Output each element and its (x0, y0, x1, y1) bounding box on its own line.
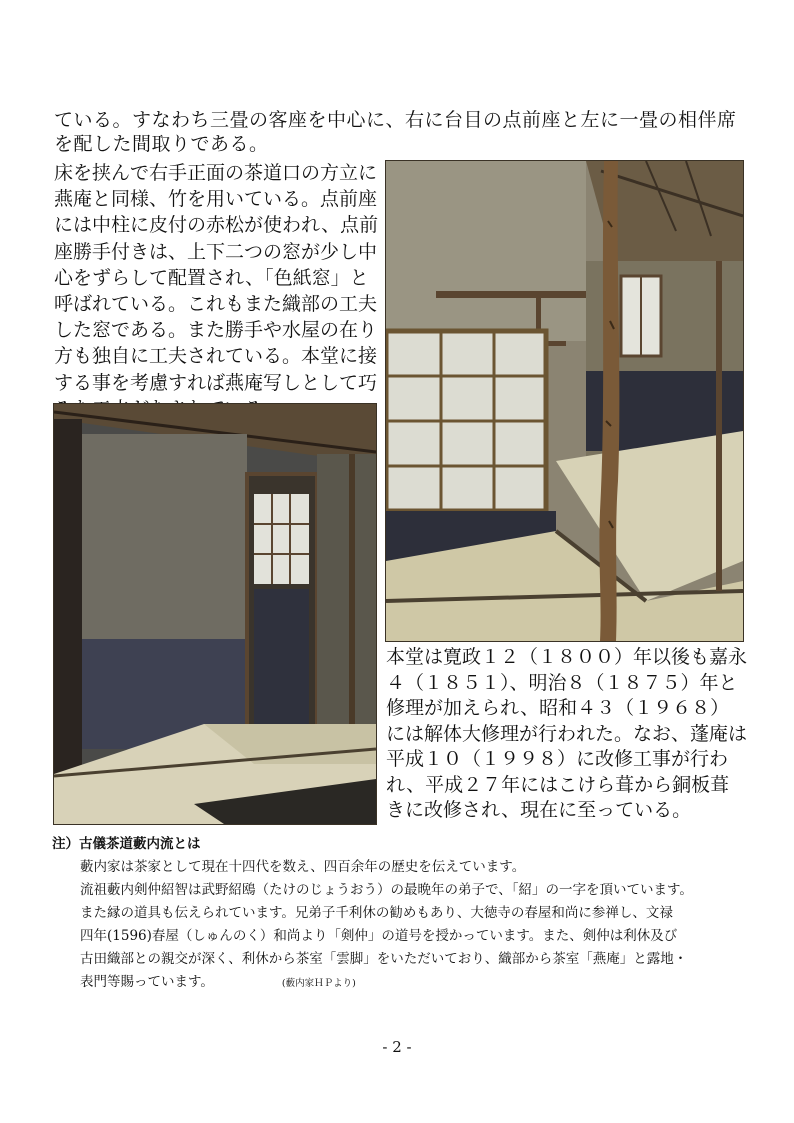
tea-room-alcove-photo (53, 403, 377, 825)
footnote-line: 四年(1596)春屋（しゅんのく）和尚より「剣仲」の道号を授かっています。また、剣仲は利休及び (80, 928, 678, 944)
footnote-block (52, 833, 752, 995)
left-column-paragraph: 床を挟んで右手正面の茶道口の方立に燕庵と同様、竹を用いている。点前座には中柱に皮付の赤松が使われ、点前座勝手付きは、上下二つの窓が少し中心をずらして配置され、「色紙窓」と呼ばれている。これもまた織部の工夫した窓である。また勝手や水屋の在り方も独自に工夫されている。本堂に接する事を考慮すれば燕庵写しとして巧 (54, 162, 379, 394)
tea-room-interior-photo (385, 160, 744, 642)
intro-paragraph: ている。すなわち三畳の客座を中心に、右に台目の点前座と左に一畳の相伴席を配した間取りである。 (54, 109, 737, 155)
footnote-source: (藪内家ＨＰより) (281, 978, 356, 989)
footnote-line: 流祖藪内剣仲紹智は武野紹鴎（たけのじょうおう）の最晩年の弟子で、「紹」の一字を頂いています。 (80, 882, 693, 898)
footnote-line: 藪内家は茶家として現在十四代を数え、四百余年の歴史を伝えています。 (80, 859, 526, 875)
tea-room-alcove-image (54, 404, 376, 824)
footnote-heading: 注）古儀茶道藪内流とは (52, 836, 201, 852)
footnote-last-line (52, 971, 752, 995)
right-column-paragraph: 本堂は寛政１２（１８００）年以後も嘉永４（１８５１）、明治８（１８７５）年と修理が加えられ、昭和４３（１９６８）には解体大修理が行われた。なお、蓬庵は平成１０（１９９８）に改修工事が行われ、平成２７年にはこけら葺から銅板葺きに改修され、現在に至っている。 (386, 646, 748, 821)
tea-room-interior-image (386, 161, 743, 641)
page-number: - 2 - (382, 1038, 412, 1056)
footnote-line: また縁の道具も伝えられています。兄弟子千利休の勧めもあり、大徳寺の春屋和尚に参禅し、文禄 (80, 905, 673, 921)
footnote-line: 表門等賜っています。 (80, 974, 214, 990)
footnote-line: 古田織部との親交が深く、利休から茶室「雲脚」をいただいており、織部から茶室「燕庵」と露地・ (80, 951, 688, 967)
